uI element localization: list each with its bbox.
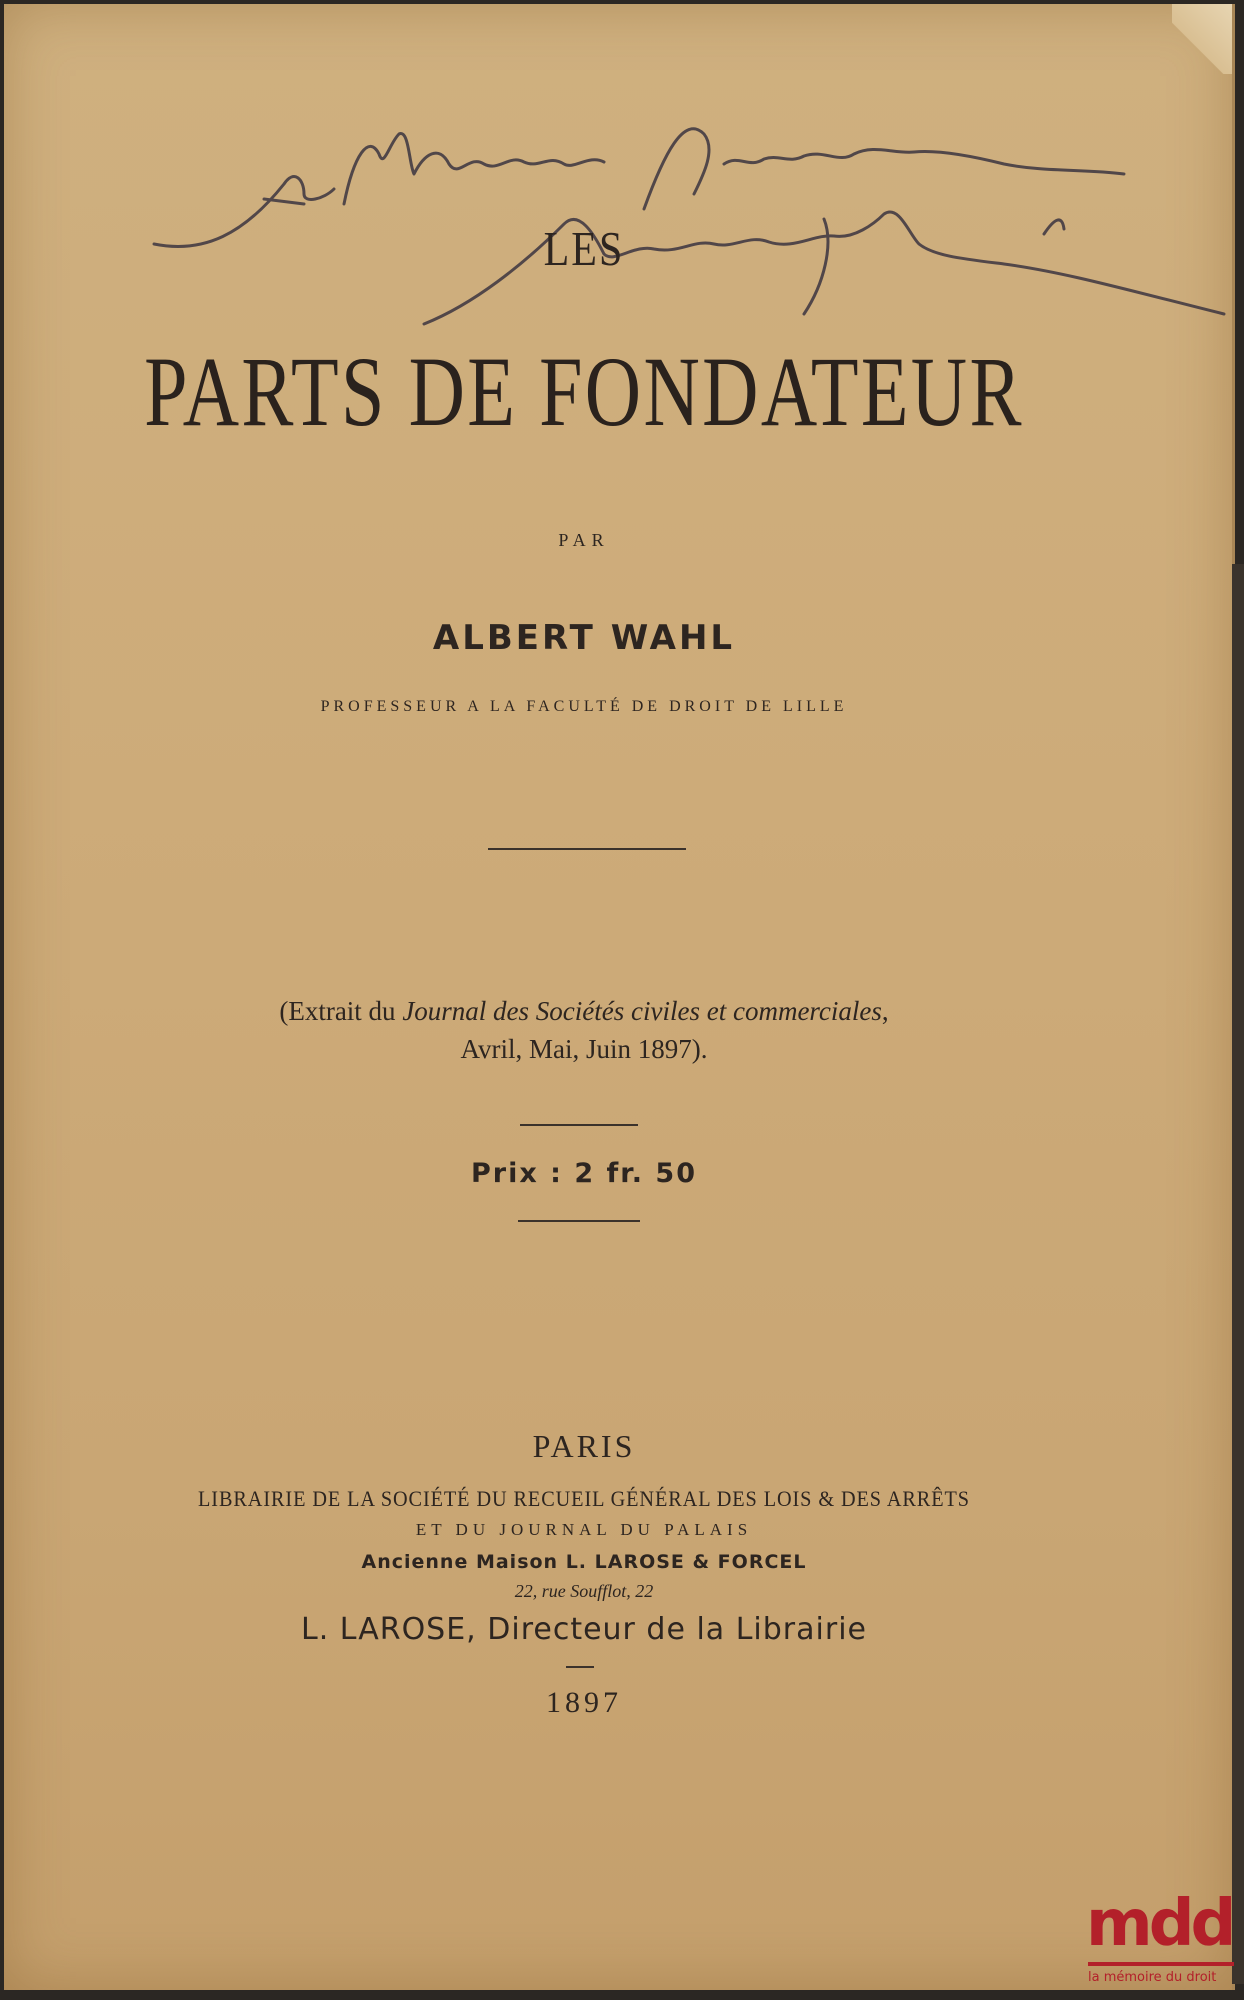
publisher-director: L. LAROSE, Directeur de la Librairie <box>301 1612 867 1647</box>
book-cover <box>4 4 1235 1990</box>
by-label: PAR <box>558 530 610 550</box>
logo-mark: mdd <box>1086 1887 1233 1961</box>
publisher-address: 22, rue Soufflot, 22 <box>514 1581 654 1601</box>
handwritten-dedication <box>4 4 1244 344</box>
divider-rule <box>520 1124 638 1126</box>
logo-bar <box>1088 1962 1234 1966</box>
extract-line-1 <box>4 992 1164 1030</box>
publisher-line-3: Ancienne Maison L. LAROSE & FORCEL <box>361 1551 807 1573</box>
divider-rule <box>488 848 686 850</box>
extract-dates: Avril, Mai, Juin 1897). <box>460 1034 708 1064</box>
extract-open: (Extrait du <box>279 996 403 1026</box>
publisher-line-1: LIBRAIRIE DE LA SOCIÉTÉ DU RECUEIL GÉNÉRAL DES LOIS & DES ARRÊTS <box>198 1486 970 1511</box>
author-name: ALBERT WAHL <box>432 618 736 658</box>
publisher-city: PARIS <box>532 1428 636 1464</box>
mdd-logo <box>1080 1888 1240 2000</box>
extract-close: , <box>881 996 889 1026</box>
publisher-line-2: ET DU JOURNAL DU PALAIS <box>415 1520 753 1539</box>
author-affiliation: PROFESSEUR A LA FACULTÉ DE DROIT DE LILLE <box>320 698 848 715</box>
journal-name: Journal des Sociétés civiles et commerciales <box>402 996 882 1026</box>
book-title: PARTS DE FONDATEUR <box>144 336 1024 447</box>
title-les: LES <box>543 223 625 277</box>
extract-note <box>4 992 1164 1068</box>
publication-year: 1897 <box>546 1686 622 1719</box>
logo-tagline: la mémoire du droit <box>1088 1970 1217 1985</box>
divider-rule <box>518 1220 640 1222</box>
divider-rule <box>566 1666 594 1668</box>
price: Prix : 2 fr. 50 <box>470 1158 697 1189</box>
